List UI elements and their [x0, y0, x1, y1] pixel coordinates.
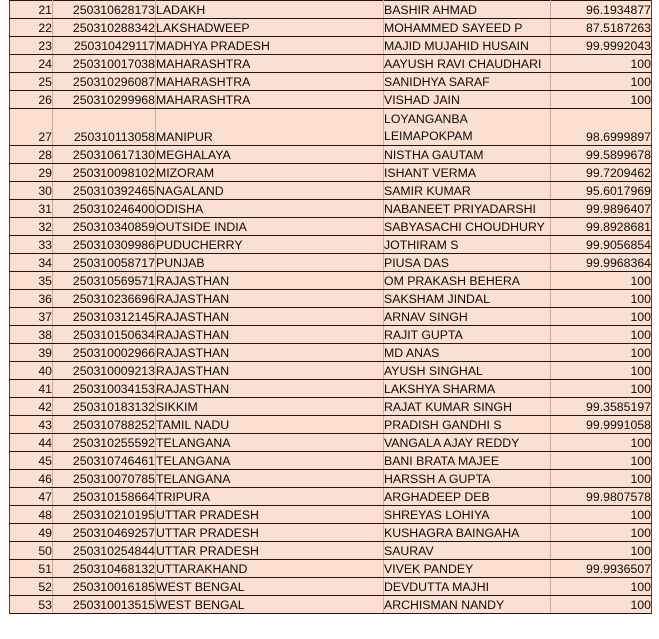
table-row — [10, 200, 652, 218]
cell-rank: 31 — [10, 200, 53, 218]
cell-rank: 53 — [10, 596, 53, 614]
table-row — [10, 308, 652, 326]
cell-state: MAHARASHTRA — [156, 91, 384, 109]
cell-candidate-name: BASHIR AHMAD — [384, 1, 551, 19]
cell-state: MIZORAM — [156, 164, 384, 182]
table-row — [10, 272, 652, 290]
cell-score: 99.9968364 — [551, 254, 652, 272]
cell-roll-number: 250310013515 — [53, 596, 156, 614]
cell-state: UTTAR PRADESH — [156, 524, 384, 542]
cell-score: 99.9056854 — [551, 236, 652, 254]
candidate-name-line-1: LOYANGANBA — [384, 112, 468, 126]
cell-state: MAHARASHTRA — [156, 55, 384, 73]
cell-candidate-name: ARNAV SINGH — [384, 308, 551, 326]
cell-roll-number: 250310312145 — [53, 308, 156, 326]
cell-rank: 23 — [10, 37, 53, 55]
cell-state: RAJASTHAN — [156, 272, 384, 290]
cell-rank: 45 — [10, 452, 53, 470]
cell-rank: 50 — [10, 542, 53, 560]
cell-roll-number: 250310255592 — [53, 434, 156, 452]
cell-roll-number: 250310628173 — [53, 1, 156, 19]
cell-rank: 34 — [10, 254, 53, 272]
cell-rank: 22 — [10, 19, 53, 37]
cell-roll-number: 250310569571 — [53, 272, 156, 290]
cell-score: 100 — [551, 506, 652, 524]
cell-state: TELANGANA — [156, 452, 384, 470]
cell-state: PUDUCHERRY — [156, 236, 384, 254]
cell-roll-number: 250310183132 — [53, 398, 156, 416]
cell-rank: 25 — [10, 73, 53, 91]
cell-state: TELANGANA — [156, 470, 384, 488]
table-row — [10, 290, 652, 308]
cell-rank: 44 — [10, 434, 53, 452]
cell-score: 96.1934877 — [551, 1, 652, 19]
table-row — [10, 596, 652, 614]
cell-score: 100 — [551, 91, 652, 109]
cell-score: 100 — [551, 326, 652, 344]
cell-score: 99.9896407 — [551, 200, 652, 218]
cell-score: 99.9992043 — [551, 37, 652, 55]
cell-candidate-name: NABANEET PRIYADARSHI — [384, 200, 551, 218]
cell-roll-number: 250310254844 — [53, 542, 156, 560]
table-row — [10, 164, 652, 182]
cell-score: 99.8928681 — [551, 218, 652, 236]
cell-score: 100 — [551, 55, 652, 73]
cell-candidate-name: VANGALA AJAY REDDY — [384, 434, 551, 452]
cell-candidate-name: SAURAV — [384, 542, 551, 560]
cell-state: RAJASTHAN — [156, 290, 384, 308]
cell-rank: 36 — [10, 290, 53, 308]
cell-score: 99.3585197 — [551, 398, 652, 416]
cell-candidate-name: SANIDHYA SARAF — [384, 73, 551, 91]
cell-rank: 51 — [10, 560, 53, 578]
cell-roll-number: 250310392465 — [53, 182, 156, 200]
cell-state: ODISHA — [156, 200, 384, 218]
cell-rank: 28 — [10, 146, 53, 164]
cell-state: RAJASTHAN — [156, 362, 384, 380]
cell-roll-number: 250310299968 — [53, 91, 156, 109]
cell-rank: 41 — [10, 380, 53, 398]
table-row — [10, 73, 652, 91]
cell-candidate-name: SAMIR KUMAR — [384, 182, 551, 200]
cell-score: 100 — [551, 272, 652, 290]
cell-rank: 24 — [10, 55, 53, 73]
cell-rank: 37 — [10, 308, 53, 326]
cell-state: WEST BENGAL — [156, 578, 384, 596]
cell-score: 98.6999897 — [551, 109, 652, 146]
cell-roll-number: 250310288342 — [53, 19, 156, 37]
cell-rank: 26 — [10, 91, 53, 109]
table-row — [10, 578, 652, 596]
cell-roll-number: 250310098102 — [53, 164, 156, 182]
cell-rank: 49 — [10, 524, 53, 542]
cell-candidate-name: KUSHAGRA BAINGAHA — [384, 524, 551, 542]
cell-rank: 32 — [10, 218, 53, 236]
cell-state: UTTARAKHAND — [156, 560, 384, 578]
cell-roll-number: 250310058717 — [53, 254, 156, 272]
results-table-container — [9, 0, 651, 614]
table-row — [10, 182, 652, 200]
cell-score: 100 — [551, 290, 652, 308]
table-row — [10, 542, 652, 560]
table-row — [10, 506, 652, 524]
cell-state: RAJASTHAN — [156, 344, 384, 362]
cell-score: 100 — [551, 380, 652, 398]
table-row — [10, 19, 652, 37]
cell-roll-number: 250310017038 — [53, 55, 156, 73]
table-row — [10, 524, 652, 542]
cell-score: 87.5187263 — [551, 19, 652, 37]
cell-score: 100 — [551, 73, 652, 91]
cell-candidate-name: SAKSHAM JINDAL — [384, 290, 551, 308]
cell-score: 99.9807578 — [551, 488, 652, 506]
cell-rank: 52 — [10, 578, 53, 596]
cell-rank: 33 — [10, 236, 53, 254]
cell-candidate-name: OM PRAKASH BEHERA — [384, 272, 551, 290]
cell-roll-number: 250310158664 — [53, 488, 156, 506]
cell-candidate-name: RAJAT KUMAR SINGH — [384, 398, 551, 416]
cell-state: SIKKIM — [156, 398, 384, 416]
cell-candidate-name: ISHANT VERMA — [384, 164, 551, 182]
cell-rank: 40 — [10, 362, 53, 380]
cell-score: 100 — [551, 344, 652, 362]
cell-candidate-name: HARSSH A GUPTA — [384, 470, 551, 488]
cell-candidate-name: PIUSA DAS — [384, 254, 551, 272]
cell-rank: 48 — [10, 506, 53, 524]
cell-score: 99.5899678 — [551, 146, 652, 164]
cell-state: WEST BENGAL — [156, 596, 384, 614]
cell-rank: 21 — [10, 1, 53, 19]
cell-roll-number: 250310034153 — [53, 380, 156, 398]
cell-state: MAHARASHTRA — [156, 73, 384, 91]
cell-state: LAKSHADWEEP — [156, 19, 384, 37]
table-row — [10, 326, 652, 344]
table-row — [10, 434, 652, 452]
cell-score: 100 — [551, 308, 652, 326]
cell-candidate-name: MAJID MUJAHID HUSAIN — [384, 37, 551, 55]
cell-score: 100 — [551, 542, 652, 560]
table-row — [10, 344, 652, 362]
table-row — [10, 398, 652, 416]
table-row — [10, 254, 652, 272]
cell-roll-number: 250310210195 — [53, 506, 156, 524]
cell-rank: 27 — [10, 109, 53, 146]
cell-rank: 43 — [10, 416, 53, 434]
table-row — [10, 236, 652, 254]
cell-state: PUNJAB — [156, 254, 384, 272]
table-row — [10, 91, 652, 109]
cell-rank: 35 — [10, 272, 53, 290]
table-row — [10, 380, 652, 398]
table-row — [10, 488, 652, 506]
cell-state: RAJASTHAN — [156, 308, 384, 326]
cell-roll-number: 250310296087 — [53, 73, 156, 91]
cell-roll-number: 250310070785 — [53, 470, 156, 488]
table-row — [10, 470, 652, 488]
cell-roll-number: 250310246400 — [53, 200, 156, 218]
cell-candidate-name: VIVEK PANDEY — [384, 560, 551, 578]
table-row — [10, 560, 652, 578]
cell-candidate-name: AYUSH SINGHAL — [384, 362, 551, 380]
cell-state: RAJASTHAN — [156, 326, 384, 344]
table-row — [10, 218, 652, 236]
table-row — [10, 109, 652, 146]
cell-candidate-name: MD ANAS — [384, 344, 551, 362]
cell-score: 100 — [551, 578, 652, 596]
table-row — [10, 416, 652, 434]
cell-score: 99.7209462 — [551, 164, 652, 182]
cell-state: RAJASTHAN — [156, 380, 384, 398]
cell-state: UTTAR PRADESH — [156, 506, 384, 524]
cell-candidate-name: JOTHIRAM S — [384, 236, 551, 254]
cell-score: 100 — [551, 470, 652, 488]
cell-roll-number: 250310150634 — [53, 326, 156, 344]
cell-candidate-name: BANI BRATA MAJEE — [384, 452, 551, 470]
candidate-name-line-2: LEIMAPOKPAM — [384, 129, 473, 143]
cell-state: TRIPURA — [156, 488, 384, 506]
cell-roll-number: 250310002966 — [53, 344, 156, 362]
cell-score: 100 — [551, 362, 652, 380]
results-table — [9, 0, 652, 614]
cell-roll-number: 250310746461 — [53, 452, 156, 470]
cell-roll-number: 250310469257 — [53, 524, 156, 542]
cell-state: UTTAR PRADESH — [156, 542, 384, 560]
cell-score: 100 — [551, 452, 652, 470]
cell-candidate-name: PRADISH GANDHI S — [384, 416, 551, 434]
cell-score: 100 — [551, 524, 652, 542]
cell-score: 99.9936507 — [551, 560, 652, 578]
cell-state: MADHYA PRADESH — [156, 37, 384, 55]
cell-score: 95.6017969 — [551, 182, 652, 200]
table-row — [10, 146, 652, 164]
table-row — [10, 452, 652, 470]
cell-roll-number: 250310009213 — [53, 362, 156, 380]
cell-candidate-name: LAKSHYA SHARMA — [384, 380, 551, 398]
table-row — [10, 1, 652, 19]
cell-roll-number: 250310340859 — [53, 218, 156, 236]
cell-state: TELANGANA — [156, 434, 384, 452]
cell-candidate-name: RAJIT GUPTA — [384, 326, 551, 344]
cell-candidate-name — [384, 109, 551, 146]
cell-roll-number: 250310309986 — [53, 236, 156, 254]
results-table-body — [10, 1, 652, 614]
cell-roll-number: 250310236696 — [53, 290, 156, 308]
cell-rank: 29 — [10, 164, 53, 182]
cell-candidate-name: SABYASACHI CHOUDHURY — [384, 218, 551, 236]
cell-rank: 46 — [10, 470, 53, 488]
table-row — [10, 362, 652, 380]
cell-candidate-name: AAYUSH RAVI CHAUDHARI — [384, 55, 551, 73]
cell-rank: 39 — [10, 344, 53, 362]
cell-candidate-name: ARCHISMAN NANDY — [384, 596, 551, 614]
cell-roll-number: 250310429117 — [53, 37, 156, 55]
table-row — [10, 37, 652, 55]
table-row — [10, 55, 652, 73]
cell-rank: 38 — [10, 326, 53, 344]
cell-roll-number: 250310617130 — [53, 146, 156, 164]
cell-roll-number: 250310016185 — [53, 578, 156, 596]
cell-state: MEGHALAYA — [156, 146, 384, 164]
cell-state: MANIPUR — [156, 109, 384, 146]
cell-candidate-name: VISHAD JAIN — [384, 91, 551, 109]
cell-rank: 30 — [10, 182, 53, 200]
cell-candidate-name: DEVDUTTA MAJHI — [384, 578, 551, 596]
cell-roll-number: 250310788252 — [53, 416, 156, 434]
cell-roll-number: 250310113058 — [53, 109, 156, 146]
cell-state: LADAKH — [156, 1, 384, 19]
cell-score: 100 — [551, 434, 652, 452]
cell-candidate-name: SHREYAS LOHIYA — [384, 506, 551, 524]
cell-rank: 42 — [10, 398, 53, 416]
cell-rank: 47 — [10, 488, 53, 506]
cell-candidate-name: MOHAMMED SAYEED P — [384, 19, 551, 37]
cell-score: 99.9991058 — [551, 416, 652, 434]
cell-roll-number: 250310468132 — [53, 560, 156, 578]
cell-state: NAGALAND — [156, 182, 384, 200]
cell-state: TAMIL NADU — [156, 416, 384, 434]
cell-state: OUTSIDE INDIA — [156, 218, 384, 236]
cell-candidate-name: NISTHA GAUTAM — [384, 146, 551, 164]
cell-candidate-name: ARGHADEEP DEB — [384, 488, 551, 506]
cell-score: 100 — [551, 596, 652, 614]
